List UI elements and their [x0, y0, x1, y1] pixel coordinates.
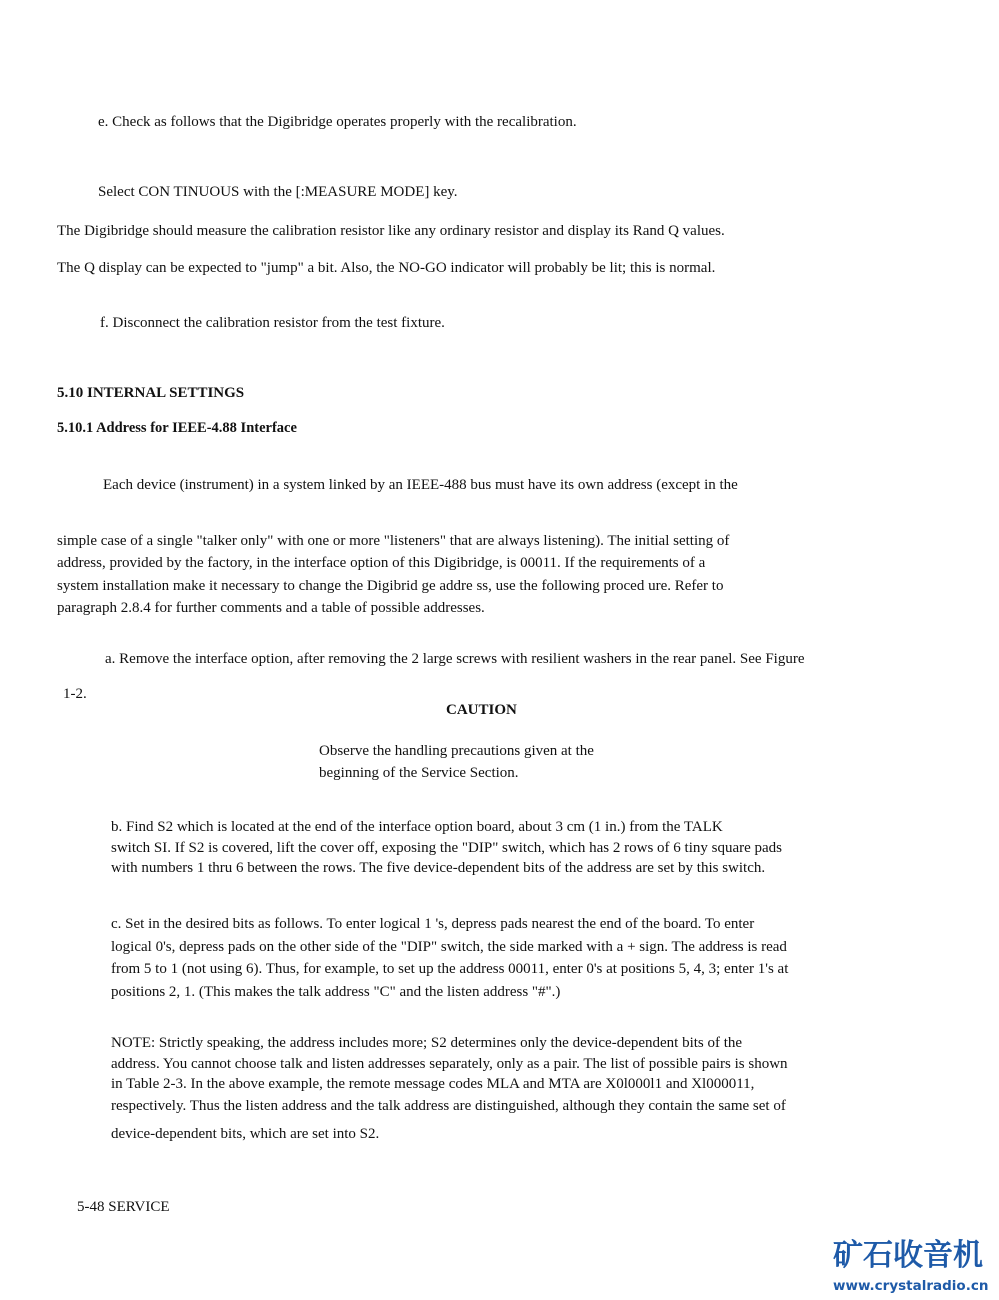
- step-c-line: logical 0's, depress pads on the other side of the "DIP" switch, the side marked with a + sign. The address is read: [111, 939, 787, 955]
- note-line: device-dependent bits, which are set into S2.: [111, 1126, 380, 1142]
- select-continuous-line: Select CON TINUOUS with the [:MEASURE MODE] key.: [98, 184, 458, 200]
- address-paragraph-line: address, provided by the factory, in the interface option of this Digibridge, is 00011. If the requirements of a: [57, 555, 706, 571]
- step-a-continuation: 1-2.: [63, 686, 87, 702]
- step-a: a. Remove the interface option, after removing the 2 large screws with resilient washers in the rear panel. See Figure: [105, 651, 805, 667]
- caution-line: beginning of the Service Section.: [319, 765, 519, 781]
- note-line: NOTE: Strictly speaking, the address includes more; S2 determines only the device-dependent bits of the: [111, 1035, 743, 1051]
- step-c-line: from 5 to 1 (not using 6). Thus, for example, to set up the address 00011, enter 0's at positions 5, 4, 3; enter 1's at: [111, 961, 789, 977]
- watermark-logo-text: 矿石收音机: [833, 1238, 983, 1273]
- step-c-line: positions 2, 1. (This makes the talk address "C" and the listen address "#".): [111, 984, 561, 1000]
- measure-line: The Digibridge should measure the calibration resistor like any ordinary resistor and display its Rand Q values.: [57, 223, 725, 239]
- subsection-heading: 5.10.1 Address for IEEE-4.88 Interface: [57, 420, 297, 436]
- q-display-line: The Q display can be expected to "jump" a bit. Also, the NO-GO indicator will probably be lit; this is normal.: [57, 260, 716, 276]
- note-line: address. You cannot choose talk and listen addresses separately, only as a pair. The list of possible pairs is shown: [111, 1056, 788, 1072]
- step-b-line: switch SI. If S2 is covered, lift the cover off, exposing the "DIP" switch, which has 2 rows of 6 tiny square pads: [111, 840, 783, 856]
- watermark-url: www.crystalradio.cn: [833, 1278, 989, 1294]
- step-b-line: with numbers 1 thru 6 between the rows. The five device-dependent bits of the address are set by this switch.: [111, 860, 766, 876]
- caution-line: Observe the handling precautions given at the: [319, 743, 594, 759]
- step-e: e. Check as follows that the Digibridge operates properly with the recalibration.: [98, 114, 577, 130]
- note-line: respectively. Thus the listen address and the talk address are distinguished, although they contain the same set of: [111, 1098, 786, 1114]
- step-b-line: b. Find S2 which is located at the end of the interface option board, about 3 cm (1 in.) from the TALK: [111, 819, 723, 835]
- address-paragraph-line: system installation make it necessary to change the Digibrid ge addre ss, use the following proced ure. Refer to: [57, 578, 724, 594]
- step-c-line: c. Set in the desired bits as follows. To enter logical 1 's, depress pads nearest the end of the board. To enter: [111, 916, 755, 932]
- note-line: in Table 2-3. In the above example, the remote message codes MLA and MTA are X0l000l1 and Xl000011,: [111, 1076, 755, 1092]
- section-heading: 5.10 INTERNAL SETTINGS: [57, 385, 245, 401]
- caution-heading: CAUTION: [446, 702, 517, 718]
- step-f: f. Disconnect the calibration resistor from the test fixture.: [100, 315, 445, 331]
- page-footer: 5-48 SERVICE: [77, 1199, 170, 1215]
- address-paragraph-line: paragraph 2.8.4 for further comments and a table of possible addresses.: [57, 600, 485, 616]
- address-paragraph-line: simple case of a single "talker only" with one or more "listeners" that are always listening). The initial setting of: [57, 533, 730, 549]
- address-paragraph-first-line: Each device (instrument) in a system linked by an IEEE-488 bus must have its own address (except in the: [103, 477, 738, 493]
